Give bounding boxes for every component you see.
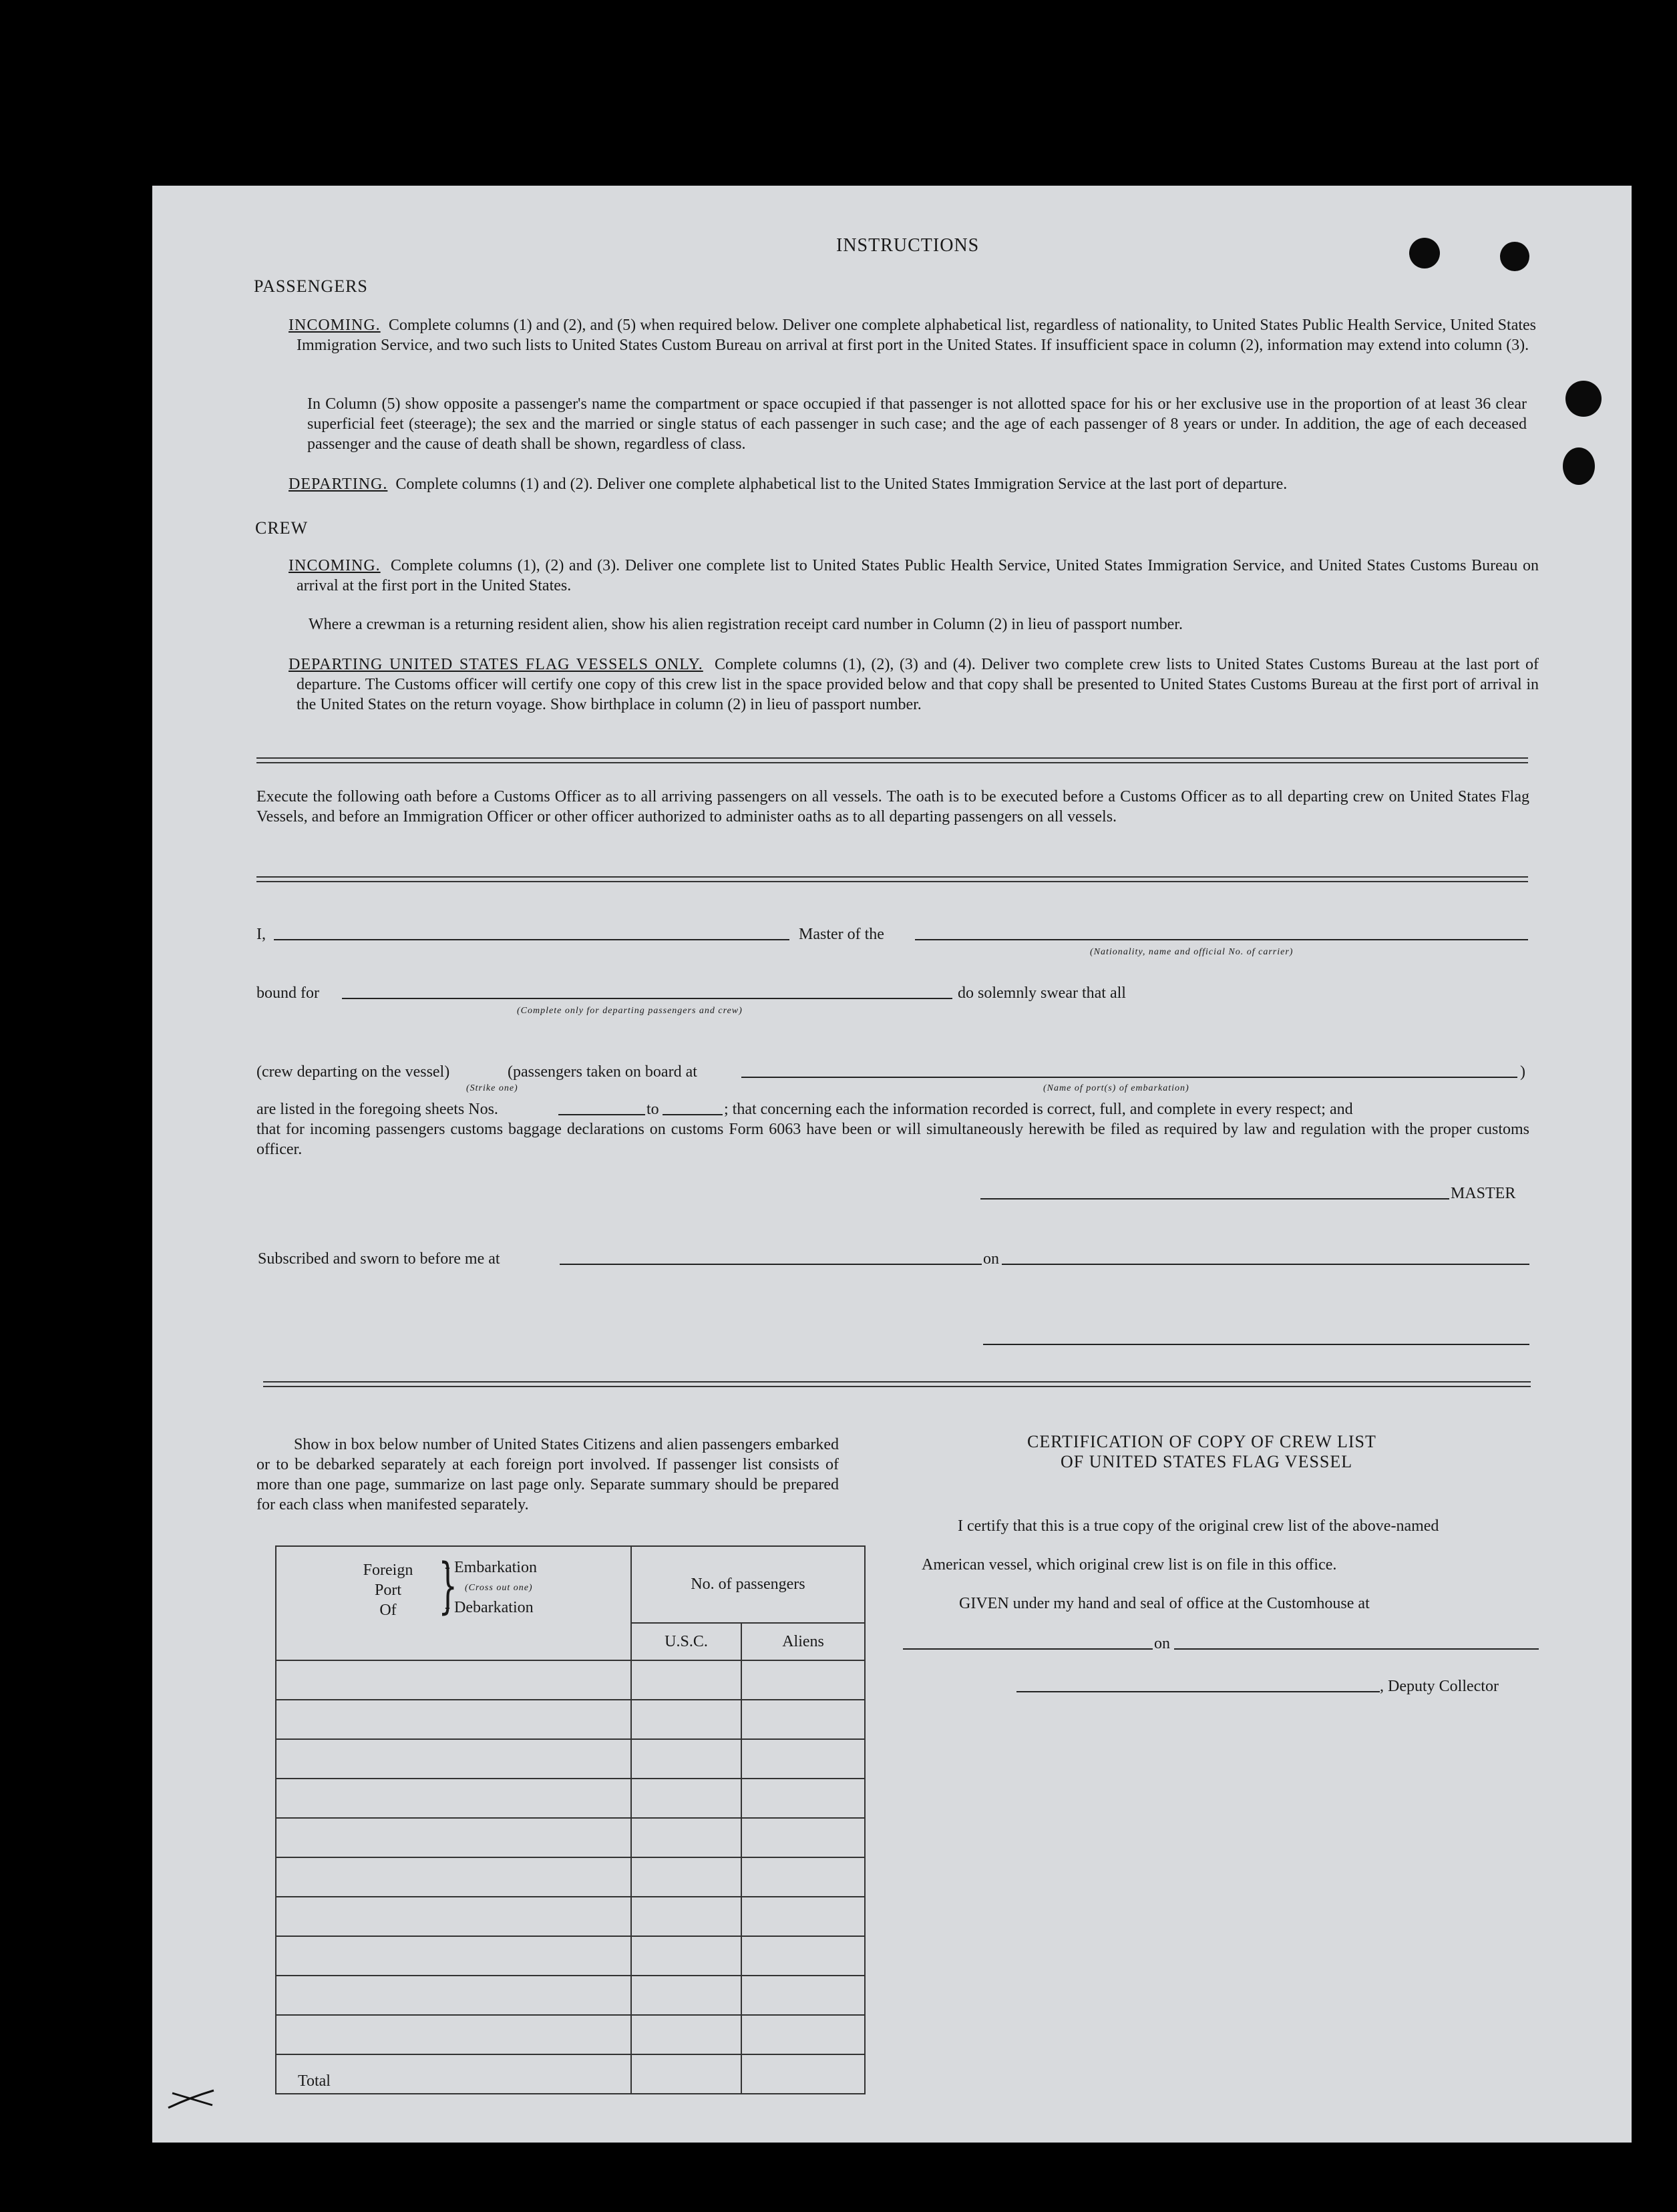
swear-text: do solemnly swear that all [958,984,1126,1002]
aliens-header: Aliens [741,1623,865,1660]
subscribed-on-label: on [983,1250,999,1268]
usc-cell[interactable] [631,1818,741,1857]
close-paren: ) [1520,1063,1525,1081]
punch-hole [1565,381,1602,417]
usc-cell[interactable] [631,1857,741,1897]
master-label: MASTER [1451,1185,1516,1202]
customhouse-field[interactable] [903,1648,1153,1650]
usc-header: U.S.C. [631,1623,741,1660]
aliens-cell[interactable] [741,1818,865,1857]
certification-on-label: on [1154,1635,1170,1652]
passengers-column5-paragraph: In Column (5) show opposite a passenger's name the compartment or space occupied if that passenger is not allotted space for his or her exclusive use in the proportion of at least 36 clear superficial feet (steerage); the sex and the married or single status of each passenger in such case; and the age of each passenger of 8 years or under. In addition, the age of each deceased passenger and the cause of death shall be shown, regardless of class. [307,395,1527,453]
port-cell[interactable] [276,1660,631,1700]
aliens-cell[interactable] [741,1936,865,1976]
crew-departing-label: DEPARTING UNITED STATES FLAG VESSELS ONLY. [289,656,703,673]
embarkation-label: - Embarkation [445,1559,537,1576]
port-header-cell [276,1546,631,1660]
oath-instructions: Execute the following oath before a Customs Officer as to all arriving passengers on all vessels. The oath is to be executed before a Customs Officer as to all departing crew on United States Flag Vessels, and before an Immigration Officer or other officer authorized to administer oaths as to all departing passengers on all vessels. [256,788,1529,825]
passengers-incoming-text: Complete columns (1) and (2), and (5) when required below. Deliver one complete alphabetical list, regardless of nationality, to United States Public Health Service, United States Immigration Service, and two such lists to United States Custom Bureau on arrival at first port in the United States. If insufficient space in column (2), information may extend into column (3). [297,317,1537,354]
aliens-cell[interactable] [741,1897,865,1936]
port-cell[interactable] [276,1936,631,1976]
crew-departing-paragraph [289,655,1539,715]
aliens-cell[interactable] [741,1700,865,1739]
deputy-collector-signature-field[interactable] [1016,1691,1380,1692]
certification-title-line2: OF UNITED STATES FLAG VESSEL [1061,1452,1353,1471]
passengers-heading: PASSENGERS [254,276,368,296]
crew-heading: CREW [255,518,309,538]
usc-cell[interactable] [631,1936,741,1976]
form-page [152,186,1632,2143]
usc-cell[interactable] [631,1700,741,1739]
no-passengers-header: No. of passengers [631,1546,865,1623]
punch-hole [1500,242,1529,271]
passengers-departing-paragraph [289,474,1531,494]
aliens-total-cell[interactable] [741,2054,865,2094]
punch-hole [1409,238,1440,268]
passengers-departing-label: DEPARTING. [289,476,388,493]
aliens-cell[interactable] [741,1857,865,1897]
subscribed-date-field[interactable] [1002,1264,1529,1265]
port-header-left [351,1560,425,1620]
aliens-cell[interactable] [741,1660,865,1700]
oath-i-label: I, [256,926,266,943]
crew-departing-text: Complete columns (1), (2), (3) and (4). Deliver two complete crew lists to United States Customs Bureau at the last port of departure. The Customs officer will certify one copy of this crew list in the space provided below and that copy shall be presented to United States Customs Bureau at the first port of arrival in the United States on the return voyage. Show birthplace in column (2) in lieu of passport number. [297,656,1539,713]
deputy-collector-label: , Deputy Collector [1380,1678,1499,1695]
passengers-incoming-label: INCOMING. [289,317,381,334]
passengers-incoming-paragraph [289,315,1536,355]
port-cell[interactable] [276,1700,631,1739]
section-divider [256,757,1528,763]
given-text: GIVEN under my hand and seal of office at the Customhouse at [959,1595,1370,1612]
port-cell[interactable] [276,2015,631,2054]
port-label: Port [374,1582,401,1599]
crew-departing-option: (crew departing on the vessel) [256,1063,450,1081]
port-cell[interactable] [276,1897,631,1936]
certification-title-line1: CERTIFICATION OF COPY OF CREW LIST [1027,1432,1376,1451]
crew-resident-paragraph: Where a crewman is a returning resident alien, show his alien registration receipt card number in Column (2) in lieu of passport number. [309,616,1183,633]
section-divider [263,1381,1531,1387]
cross-out-hint: (Cross out one) [465,1583,533,1593]
port-hint: (Name of port(s) of embarkation) [1043,1083,1189,1093]
punch-hole [1563,447,1595,485]
certify-line1: I certify that this is a true copy of the original crew list of the above-named [958,1517,1439,1535]
bound-for-field[interactable] [342,998,952,999]
passenger-summary-table [275,1545,866,2094]
port-cell[interactable] [276,1976,631,2015]
foreign-label: Foreign [363,1561,413,1579]
brace: } [438,1551,457,1621]
port-of-embarkation-field[interactable] [741,1077,1517,1078]
bound-for-hint: (Complete only for departing passengers and crew) [517,1006,743,1016]
subscribed-place-field[interactable] [560,1264,982,1265]
usc-cell[interactable] [631,2015,741,2054]
usc-cell[interactable] [631,1897,741,1936]
usc-cell[interactable] [631,1976,741,2015]
port-cell[interactable] [276,1779,631,1818]
sheet-from-field[interactable] [558,1114,645,1115]
crew-incoming-text: Complete columns (1), (2) and (3). Deliver one complete list to United States Public Health Service, United States Immigration Service, and United States Customs Bureau on arrival at the first port in the United States. [297,557,1539,594]
carrier-hint: (Nationality, name and official No. of carrier) [1090,947,1294,957]
port-cell[interactable] [276,1818,631,1857]
total-label-cell [276,2054,631,2094]
aliens-cell[interactable] [741,1976,865,2015]
crew-incoming-label: INCOMING. [289,557,381,574]
port-cell[interactable] [276,1739,631,1779]
port-cell[interactable] [276,1857,631,1897]
strike-one-hint: (Strike one) [466,1083,518,1093]
baggage-declaration-text: that for incoming passengers customs baggage declarations on customs Form 6063 have been or will simultaneously herewith be filed as required by law and regulation with the proper customs officer. [256,1121,1529,1158]
master-signature-field[interactable] [980,1198,1449,1200]
officer-signature-field[interactable] [983,1344,1529,1345]
sheet-to-field[interactable] [663,1114,723,1115]
certify-line2: American vessel, which original crew list is on file in this office. [922,1556,1337,1574]
of-label: Of [379,1602,397,1619]
subscribed-label: Subscribed and sworn to before me at [258,1250,500,1268]
usc-cell[interactable] [631,1660,741,1700]
aliens-cell[interactable] [741,1779,865,1818]
usc-cell[interactable] [631,1779,741,1818]
aliens-cell[interactable] [741,2015,865,2054]
passengers-departing-text: Complete columns (1) and (2). Deliver one complete alphabetical list to the United States Immigration Service at the last port of departure. [395,476,1288,493]
bound-for-label: bound for [256,984,319,1002]
summary-instructions: Show in box below number of United States Citizens and alien passengers embarked or to be debarked separately at each foreign port involved. If passenger list consists of more than one page, summarize on last page only. Separate summary should be prepared for each class when manifested separately. [256,1436,839,1513]
debarkation-label: - Debarkation [445,1599,534,1616]
carrier-field[interactable] [915,939,1528,940]
usc-cell[interactable] [631,1739,741,1779]
crew-incoming-paragraph [289,556,1539,596]
passengers-taken-option: (passengers taken on board at [508,1063,697,1081]
total-label: Total [298,2072,331,2090]
master-name-field[interactable] [274,939,789,940]
master-of-the-label: Master of the [799,926,884,943]
listed-sheets-statement: ; that concerning each the information recorded is correct, full, and complete in every respect; and [724,1101,1353,1118]
section-divider [256,876,1528,882]
listed-sheets-label: are listed in the foregoing sheets Nos. [256,1101,498,1118]
sheet-to-label: to [646,1101,659,1118]
aliens-cell[interactable] [741,1739,865,1779]
usc-total-cell[interactable] [631,2054,741,2094]
page-title: INSTRUCTIONS [836,235,980,256]
pen-mark-icon [166,2081,219,2114]
certification-date-field[interactable] [1174,1648,1539,1650]
